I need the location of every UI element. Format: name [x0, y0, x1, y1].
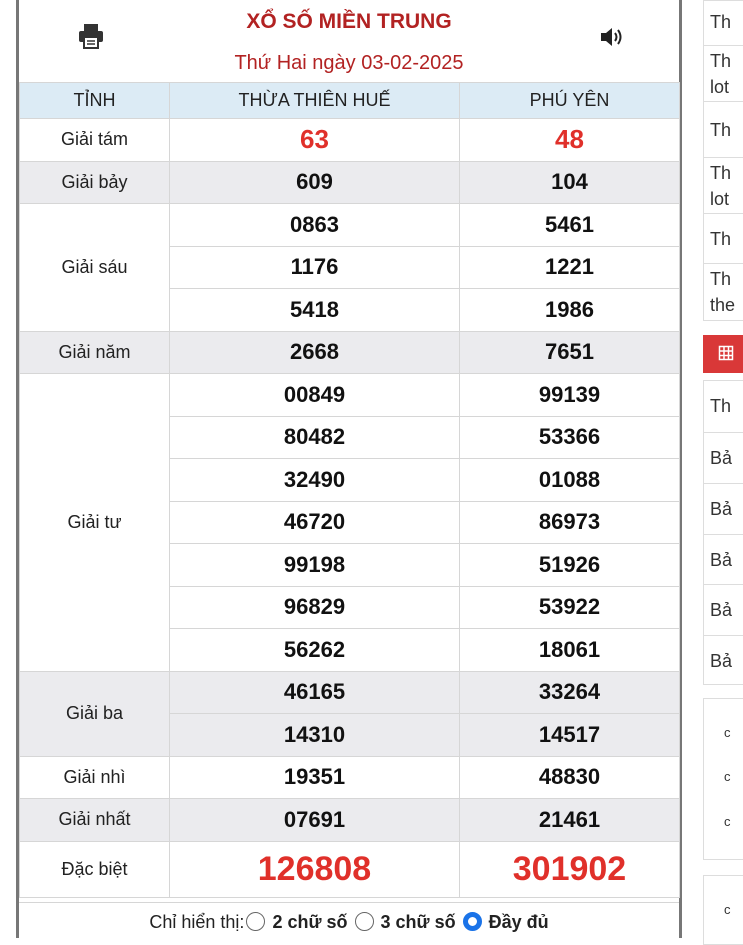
radio-full[interactable]: [463, 912, 482, 931]
prize-number: 51926: [460, 544, 680, 587]
radio-3-digits[interactable]: [355, 912, 374, 931]
prize-number: 46165: [170, 671, 460, 714]
prize-number: 01088: [460, 459, 680, 502]
prize-number: 53366: [460, 416, 680, 459]
prize-label: Giải tám: [20, 119, 170, 162]
prize-number: 5418: [170, 289, 460, 332]
col-header-phu-yen: PHÚ YÊN: [460, 83, 680, 119]
sidebar-link[interactable]: Th lot: [703, 157, 743, 213]
prize-label: Đặc biệt: [20, 841, 170, 897]
table-icon: [719, 346, 733, 360]
prize-number: 07691: [170, 799, 460, 842]
prize-number: 1221: [460, 246, 680, 289]
prize-number: 0863: [170, 204, 460, 247]
prize-number: 96829: [170, 586, 460, 629]
display-options-label: Chỉ hiển thị:: [149, 912, 245, 932]
prize-number: 7651: [460, 331, 680, 374]
prize-number: 14310: [170, 714, 460, 757]
sidebar-box: [703, 698, 743, 860]
prize-number: 86973: [460, 501, 680, 544]
prize-number: 32490: [170, 459, 460, 502]
prize-number: 46720: [170, 501, 460, 544]
display-options: [19, 902, 679, 942]
prize-number: 1176: [170, 246, 460, 289]
prize-number: 53922: [460, 586, 680, 629]
prize-number: 104: [460, 161, 680, 204]
prize-number: 80482: [170, 416, 460, 459]
prize-number: 18061: [460, 629, 680, 672]
prize-number: 63: [170, 119, 460, 162]
results-panel: [16, 0, 682, 938]
sidebar-link[interactable]: Bả: [703, 635, 743, 685]
prize-number: 2668: [170, 331, 460, 374]
sidebar-link[interactable]: Bả: [703, 534, 743, 584]
option-3-digits-label: 3 chữ số: [380, 912, 456, 932]
sidebar-link[interactable]: Th: [703, 101, 743, 157]
prize-number: 5461: [460, 204, 680, 247]
sidebar-link[interactable]: Th: [703, 380, 743, 432]
speaker-icon[interactable]: [599, 25, 625, 49]
prize-number: 00849: [170, 374, 460, 417]
sidebar-link[interactable]: Th lot: [703, 45, 743, 101]
sidebar-link[interactable]: Bả: [703, 432, 743, 483]
prize-label: Giải năm: [20, 331, 170, 374]
col-header-thua-thien-hue: THỪA THIÊN HUẾ: [170, 83, 460, 119]
prize-number: 48830: [460, 756, 680, 799]
prize-label: Giải sáu: [20, 204, 170, 332]
option-full-label: Đầy đủ: [488, 912, 549, 932]
sidebar-box-item[interactable]: c: [724, 814, 731, 829]
draw-date: Thứ Hai ngày 03-02-2025: [234, 52, 464, 74]
results-table: [19, 82, 680, 898]
prize-label: Giải nhì: [20, 756, 170, 799]
sidebar-box-item[interactable]: c: [724, 902, 731, 917]
prize-number: 99139: [460, 374, 680, 417]
prize-number: 19351: [170, 756, 460, 799]
prize-label: Giải bảy: [20, 161, 170, 204]
sidebar-link[interactable]: Bả: [703, 483, 743, 534]
sidebar-box-item[interactable]: c: [724, 769, 731, 784]
prize-number: 56262: [170, 629, 460, 672]
prize-number: 99198: [170, 544, 460, 587]
right-sidebar: [703, 0, 743, 938]
prize-number: 609: [170, 161, 460, 204]
prize-number: 33264: [460, 671, 680, 714]
sidebar-box: [703, 875, 743, 945]
sidebar-section-header: [703, 335, 743, 373]
prize-label: Giải ba: [20, 671, 170, 756]
sidebar-link[interactable]: Th: [703, 0, 743, 45]
sidebar-link[interactable]: Th: [703, 213, 743, 263]
prize-number: 48: [460, 119, 680, 162]
prize-number: 21461: [460, 799, 680, 842]
prize-label: Giải nhất: [20, 799, 170, 842]
prize-number: 14517: [460, 714, 680, 757]
results-header: [19, 0, 679, 82]
special-prize-number: 301902: [460, 841, 680, 897]
special-prize-number: 126808: [170, 841, 460, 897]
col-header-province: TỈNH: [20, 83, 170, 119]
sidebar-link[interactable]: Th the: [703, 263, 743, 321]
page-title: XỔ SỐ MIỀN TRUNG: [246, 10, 452, 33]
sidebar-box-item[interactable]: c: [724, 725, 731, 740]
prize-label: Giải tư: [20, 374, 170, 672]
radio-2-digits[interactable]: [246, 912, 265, 931]
option-2-digits-label: 2 chữ số: [272, 912, 348, 932]
sidebar-link[interactable]: Bả: [703, 584, 743, 635]
prize-number: 1986: [460, 289, 680, 332]
